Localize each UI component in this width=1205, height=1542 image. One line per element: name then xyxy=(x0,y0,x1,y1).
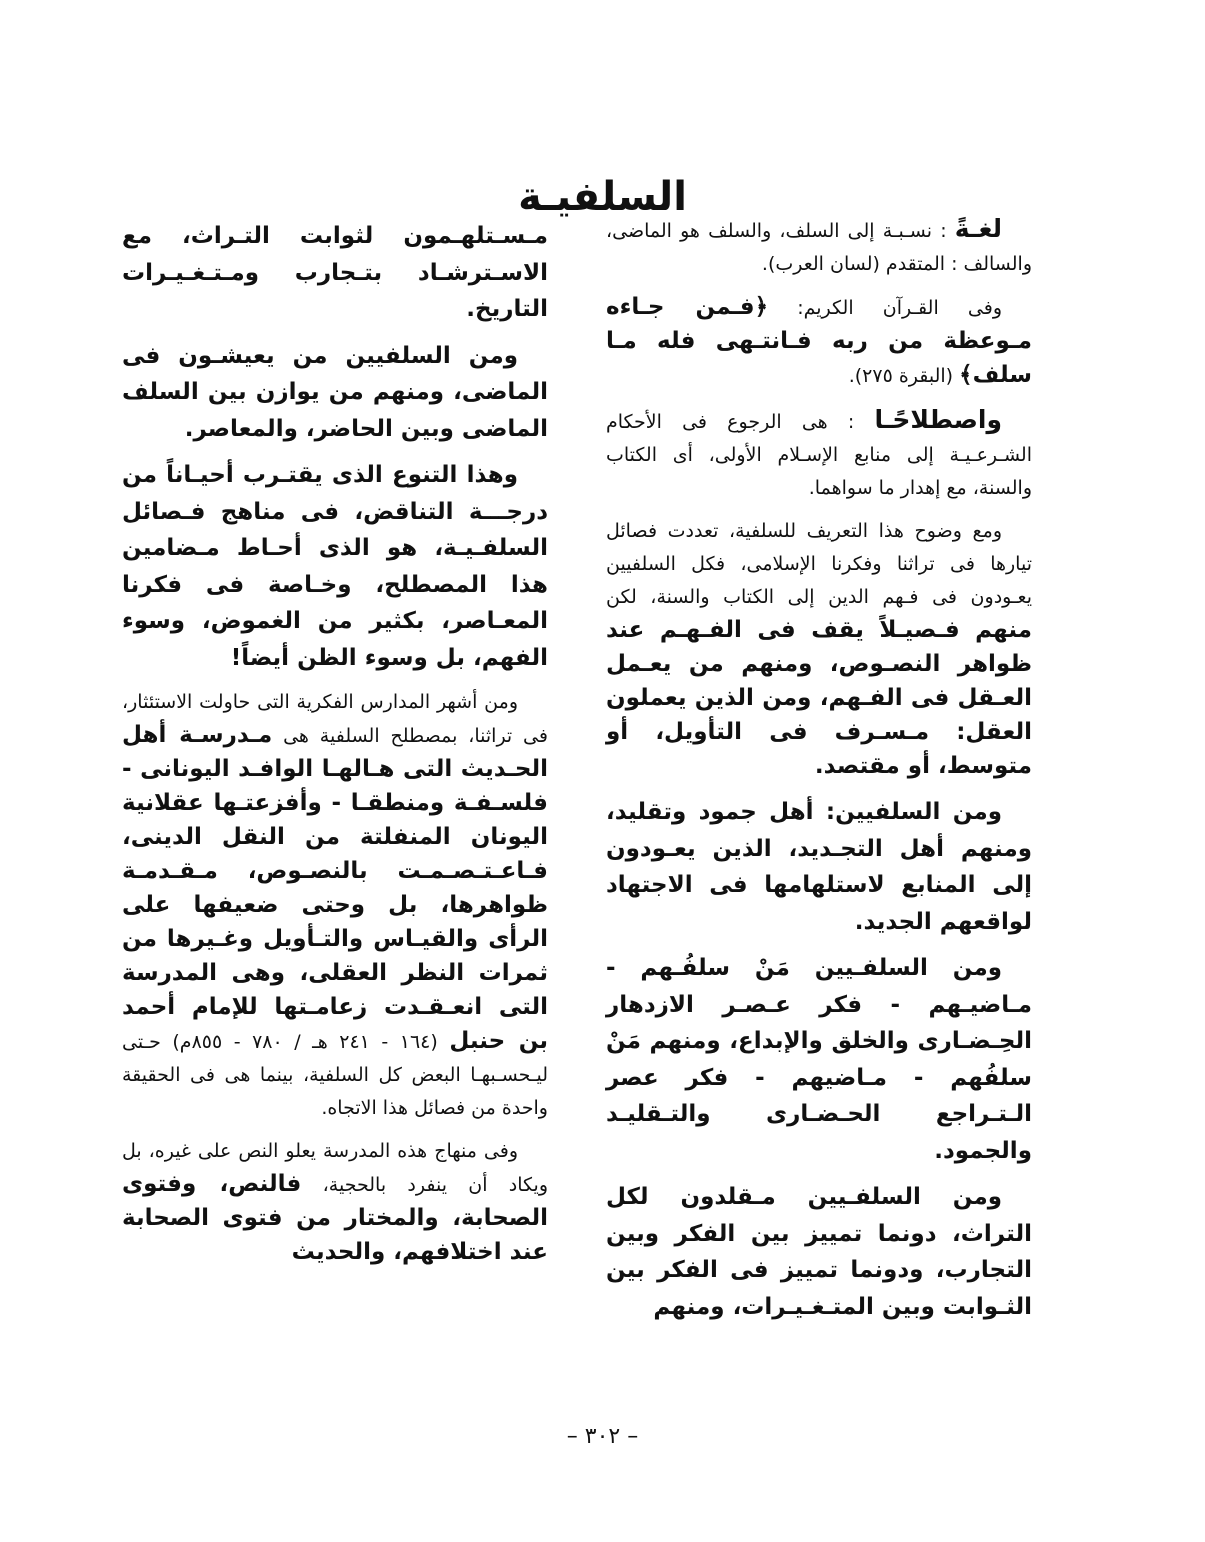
bold-text-run: وهذا التنوع الذى يقتـرب أحيـاناً من درجـــة التناقض، فى مناهج فـصائل السلفـيـة، هو الذى أحـاط مـضامين هذا المصطلح، وخـاصة فى فكرنا المعـاصر، بكثير من الغموض، وسوء الفهم، بل وسوء الظن أيضاً! xyxy=(122,462,548,671)
page-title: السلفيـة xyxy=(518,173,687,220)
bold-text-run: ومن السلفـيين مَنْ سلفُـهم - مـاضيـهم - فكر عـصـر الازدهار الحِـضـارى والخلق والإبداع، ومنهم مَنْ سلفُهم - مـاضيهم - فكر عصر الـتـراجع الحـضـارى والتـقليـد والجمود. xyxy=(606,955,1032,1164)
bold-text-run: منهم فـصيـلاً يقف فى الفـهـم عند ظواهر النصـوص، ومنهم من يعـمل العـقل فى الفـهم، ومن الذين يعملون العقل: مـسـرف فى التأويل، أو متوسط، أو مقتصد. xyxy=(606,617,1032,779)
paragraph xyxy=(122,218,548,328)
right-column xyxy=(606,212,1032,1335)
paragraph xyxy=(122,1135,548,1270)
paragraph xyxy=(606,291,1032,393)
text-run: (البقرة ٢٧٥). xyxy=(848,365,960,387)
bold-text-run: مـدرسـة أهل الحـديث التى هـالهـا الوافـد اليونانى - فلسـفـة ومنطقـا - وأفزعتـها عقلانية اليونان المنفلتة من النقل الدينى، فـاعـتـصـمـت بالنصـوص، مـقـدمـة ظواهرها، بل وحتى ضعيفها على الرأى والقيـاس والتـأويل وغـيرها من ثمرات النظر العقلى، وهى المدرسة التى انعـقـدت زعامـتها للإمام أحمد بن حنبل xyxy=(122,722,549,1054)
bold-text-run: ومن السلفيين: أهل جمود وتقليد، ومنهم أهل التجـديد، الذين يعـودون إلى المنابع لاستلهامها فى الاجتهاد لواقعهم الجديد. xyxy=(606,799,1032,935)
paragraph xyxy=(122,338,548,448)
paragraph xyxy=(606,794,1032,940)
paragraph xyxy=(606,515,1032,784)
text-run: وفى منهاج هذه المدرسة يعلو النص على غيره، بل ويكاد أن ينفرد بالحجية، xyxy=(122,1140,549,1196)
text-run: وفى القـرآن الكريم: xyxy=(768,297,1002,319)
bold-text-run: ومن السلفـيين مـقلدون لكل التراث، دونما تمييز بين الفكر وبين التجارب، ودونما تمييز فى الفكر بين الثـوابت وبين المتـغـيـرات، ومنهم xyxy=(606,1184,1032,1320)
paragraph xyxy=(606,403,1032,505)
paragraph xyxy=(122,686,548,1125)
text-run: ومع وضوح هذا التعريف للسلفية، تعددت فصائل تيارها فى تراثنا وفكرنا الإسلامى، فكل السلفيين يعـودون فى فـهم الدين إلى الكتاب والسنة، لكن xyxy=(606,520,1032,608)
text-run: (١٦٤ - ٢٤١ هـ / ٧٨٠ - ٨٥٥م) حـتى ليـحسـبهـا البعض كل السلفية، بينما هى فى الحقيقة واحدة من فصائل هذا الاتجاه. xyxy=(122,1031,548,1119)
paragraph xyxy=(122,457,548,676)
bold-text-run: ومن السلفيين من يعيشـون فى الماضى، ومنهم من يوازن بين السلف الماضى وبين الحاضر، والمعاصر. xyxy=(122,342,548,442)
text-run: ومن أشهر المدارس الفكرية التى حاولت الاستئثار، فى تراثنا، بمصطلح السلفية هى xyxy=(122,691,548,747)
text-run: : هى الرجوع فى الأحكام الشـرعـيـة إلى منابع الإسـلام الأولى، أى الكتاب والسنة، مع إهدار ما سواهما. xyxy=(606,411,1032,499)
bold-text-run: مـسـتلهـمون لثوابت التـراث، مع الاسـترشـاد بتـجارب ومـتـغـيـرات التاريخ. xyxy=(122,223,548,322)
text-run: : نسـبـة إلى السلف، والسلف هو الماضى، والسالف : المتقدم (لسان العرب). xyxy=(606,220,1032,275)
page-number: – ٣٠٢ – xyxy=(566,1424,639,1449)
left-column xyxy=(122,218,548,1280)
bold-text-run: فالنص، وفتوى الصحابة، والمختار من فتوى الصحابة عند اختلافهم، والحديث xyxy=(122,1171,548,1265)
paragraph xyxy=(606,1179,1032,1325)
paragraph xyxy=(606,950,1032,1169)
paragraph xyxy=(606,212,1032,281)
bold-text-run: ﴿فـمن جـاءه مـوعظة من ربه فـانتـهى فله مـا سلف﴾ xyxy=(606,294,1032,388)
term-heading: واصطلاحًـا xyxy=(874,405,1002,434)
term-heading: لغـةً xyxy=(954,214,1002,243)
